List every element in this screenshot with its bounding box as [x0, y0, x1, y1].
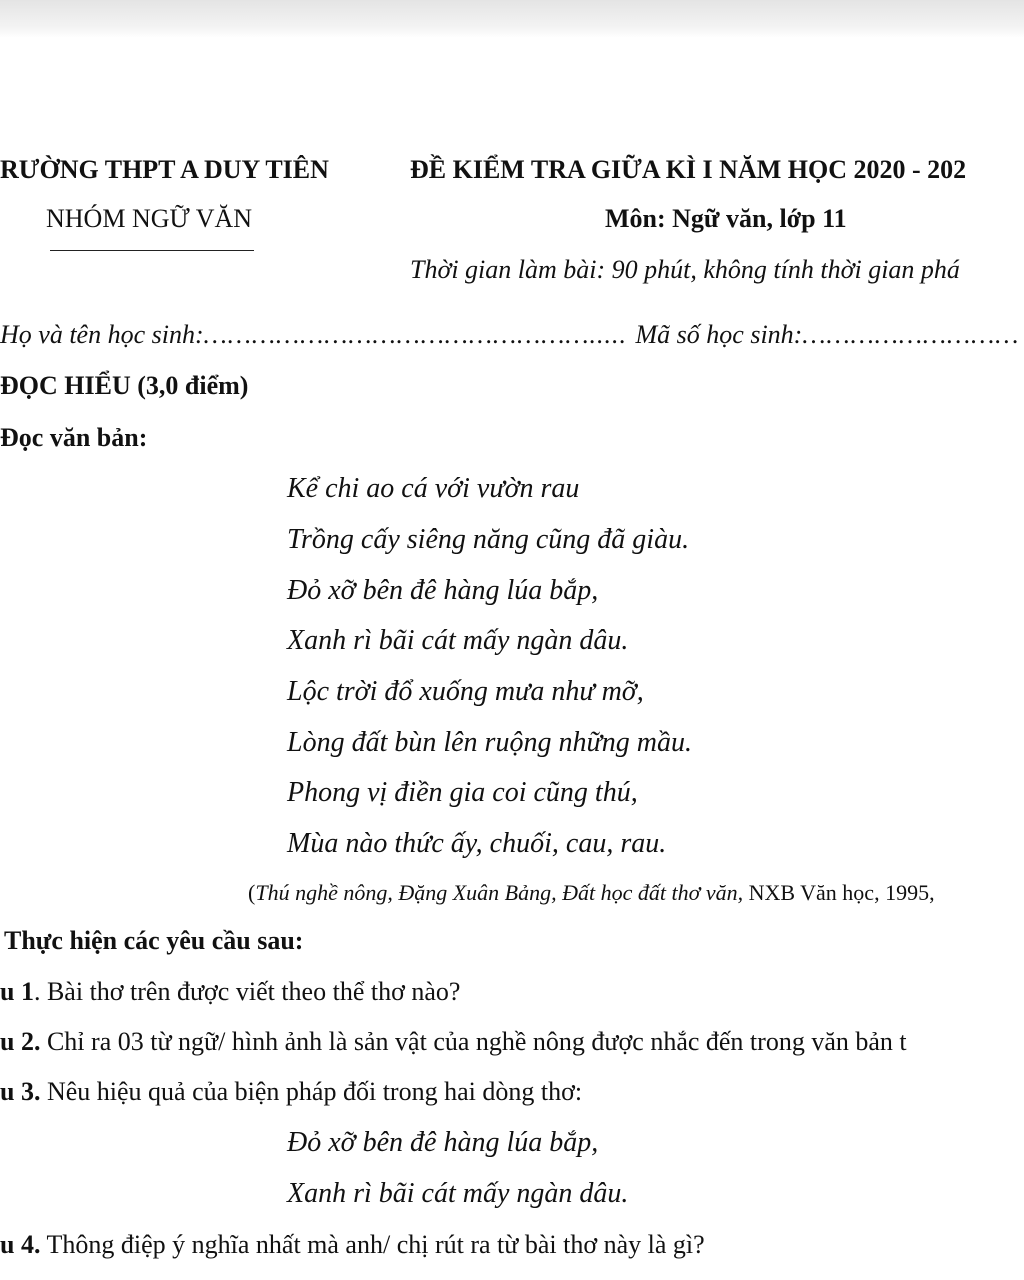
student-info-line — [0, 322, 1019, 348]
time-line: Thời gian làm bài: 90 phút, không tính thời gian phá — [410, 255, 960, 284]
student-name-dots: …………………………………………..... — [203, 320, 628, 349]
section-title: ĐỌC HIỂU (3,0 điểm) — [0, 371, 249, 400]
question-3-label: u 3. — [0, 1077, 41, 1106]
student-id-label: Mã số học sinh: — [635, 320, 803, 349]
poem-line: Kể chi ao cá với vườn rau — [287, 473, 580, 504]
question-2-label: u 2. — [0, 1027, 41, 1056]
question-2 — [0, 1029, 907, 1055]
question-3 — [0, 1079, 582, 1105]
source-open: ( — [248, 880, 256, 905]
question-4-label: u 4. — [0, 1230, 41, 1259]
header-underline — [50, 250, 254, 251]
question-1-text: . Bài thơ trên được viết theo thể thơ nào? — [33, 977, 461, 1006]
poem-line: Phong vị điền gia coi cũng thú, — [287, 777, 638, 808]
poem-line: Lộc trời đổ xuống mưa như mỡ, — [287, 676, 644, 707]
subject-line: Môn: Ngữ văn, lớp 11 — [605, 204, 847, 233]
poem-line: Xanh rì bãi cát mấy ngàn dâu. — [287, 625, 629, 656]
question-1-label: u 1 — [0, 977, 34, 1006]
poem-line: Lòng đất bùn lên ruộng những mầu. — [287, 727, 692, 758]
poem-line: Mùa nào thức ấy, chuối, cau, rau. — [287, 828, 667, 859]
exam-title: ĐỀ KIỂM TRA GIỮA KÌ I NĂM HỌC 2020 - 202 — [410, 155, 967, 184]
student-id-dots: ……………………… — [802, 320, 1020, 349]
student-name-label: Họ và tên học sinh: — [0, 320, 204, 349]
read-label: Đọc văn bản: — [0, 423, 148, 452]
source-citation — [248, 882, 935, 904]
top-shadow — [0, 0, 1024, 38]
poem-line: Trồng cấy siêng năng cũng đã giàu. — [287, 524, 690, 555]
tasks-title: Thực hiện các yêu cầu sau: — [4, 926, 304, 955]
poem-line: Đỏ xỡ bên đê hàng lúa bắp, — [287, 575, 599, 606]
school-name: RƯỜNG THPT A DUY TIÊN — [0, 155, 329, 184]
question-4-text: Thông điệp ý nghĩa nhất mà anh/ chị rút ra từ bài thơ này là gì? — [40, 1230, 705, 1259]
question-1 — [0, 979, 460, 1005]
question-2-text: Chỉ ra 03 từ ngữ/ hình ảnh là sản vật của nghề nông được nhắc đến trong văn bản t — [40, 1027, 907, 1056]
question-4 — [0, 1232, 705, 1258]
source-plain: NXB Văn học, 1995, — [743, 880, 935, 905]
quote-line: Xanh rì bãi cát mấy ngàn dâu. — [287, 1178, 629, 1209]
question-3-text: Nêu hiệu quả của biện pháp đối trong hai dòng thơ: — [40, 1077, 583, 1106]
group-name: NHÓM NGỮ VĂN — [46, 204, 253, 233]
quote-line: Đỏ xỡ bên đê hàng lúa bắp, — [287, 1127, 599, 1158]
source-italic: Thú nghề nông, Đặng Xuân Bảng, Đất học đất thơ văn, — [255, 880, 744, 905]
